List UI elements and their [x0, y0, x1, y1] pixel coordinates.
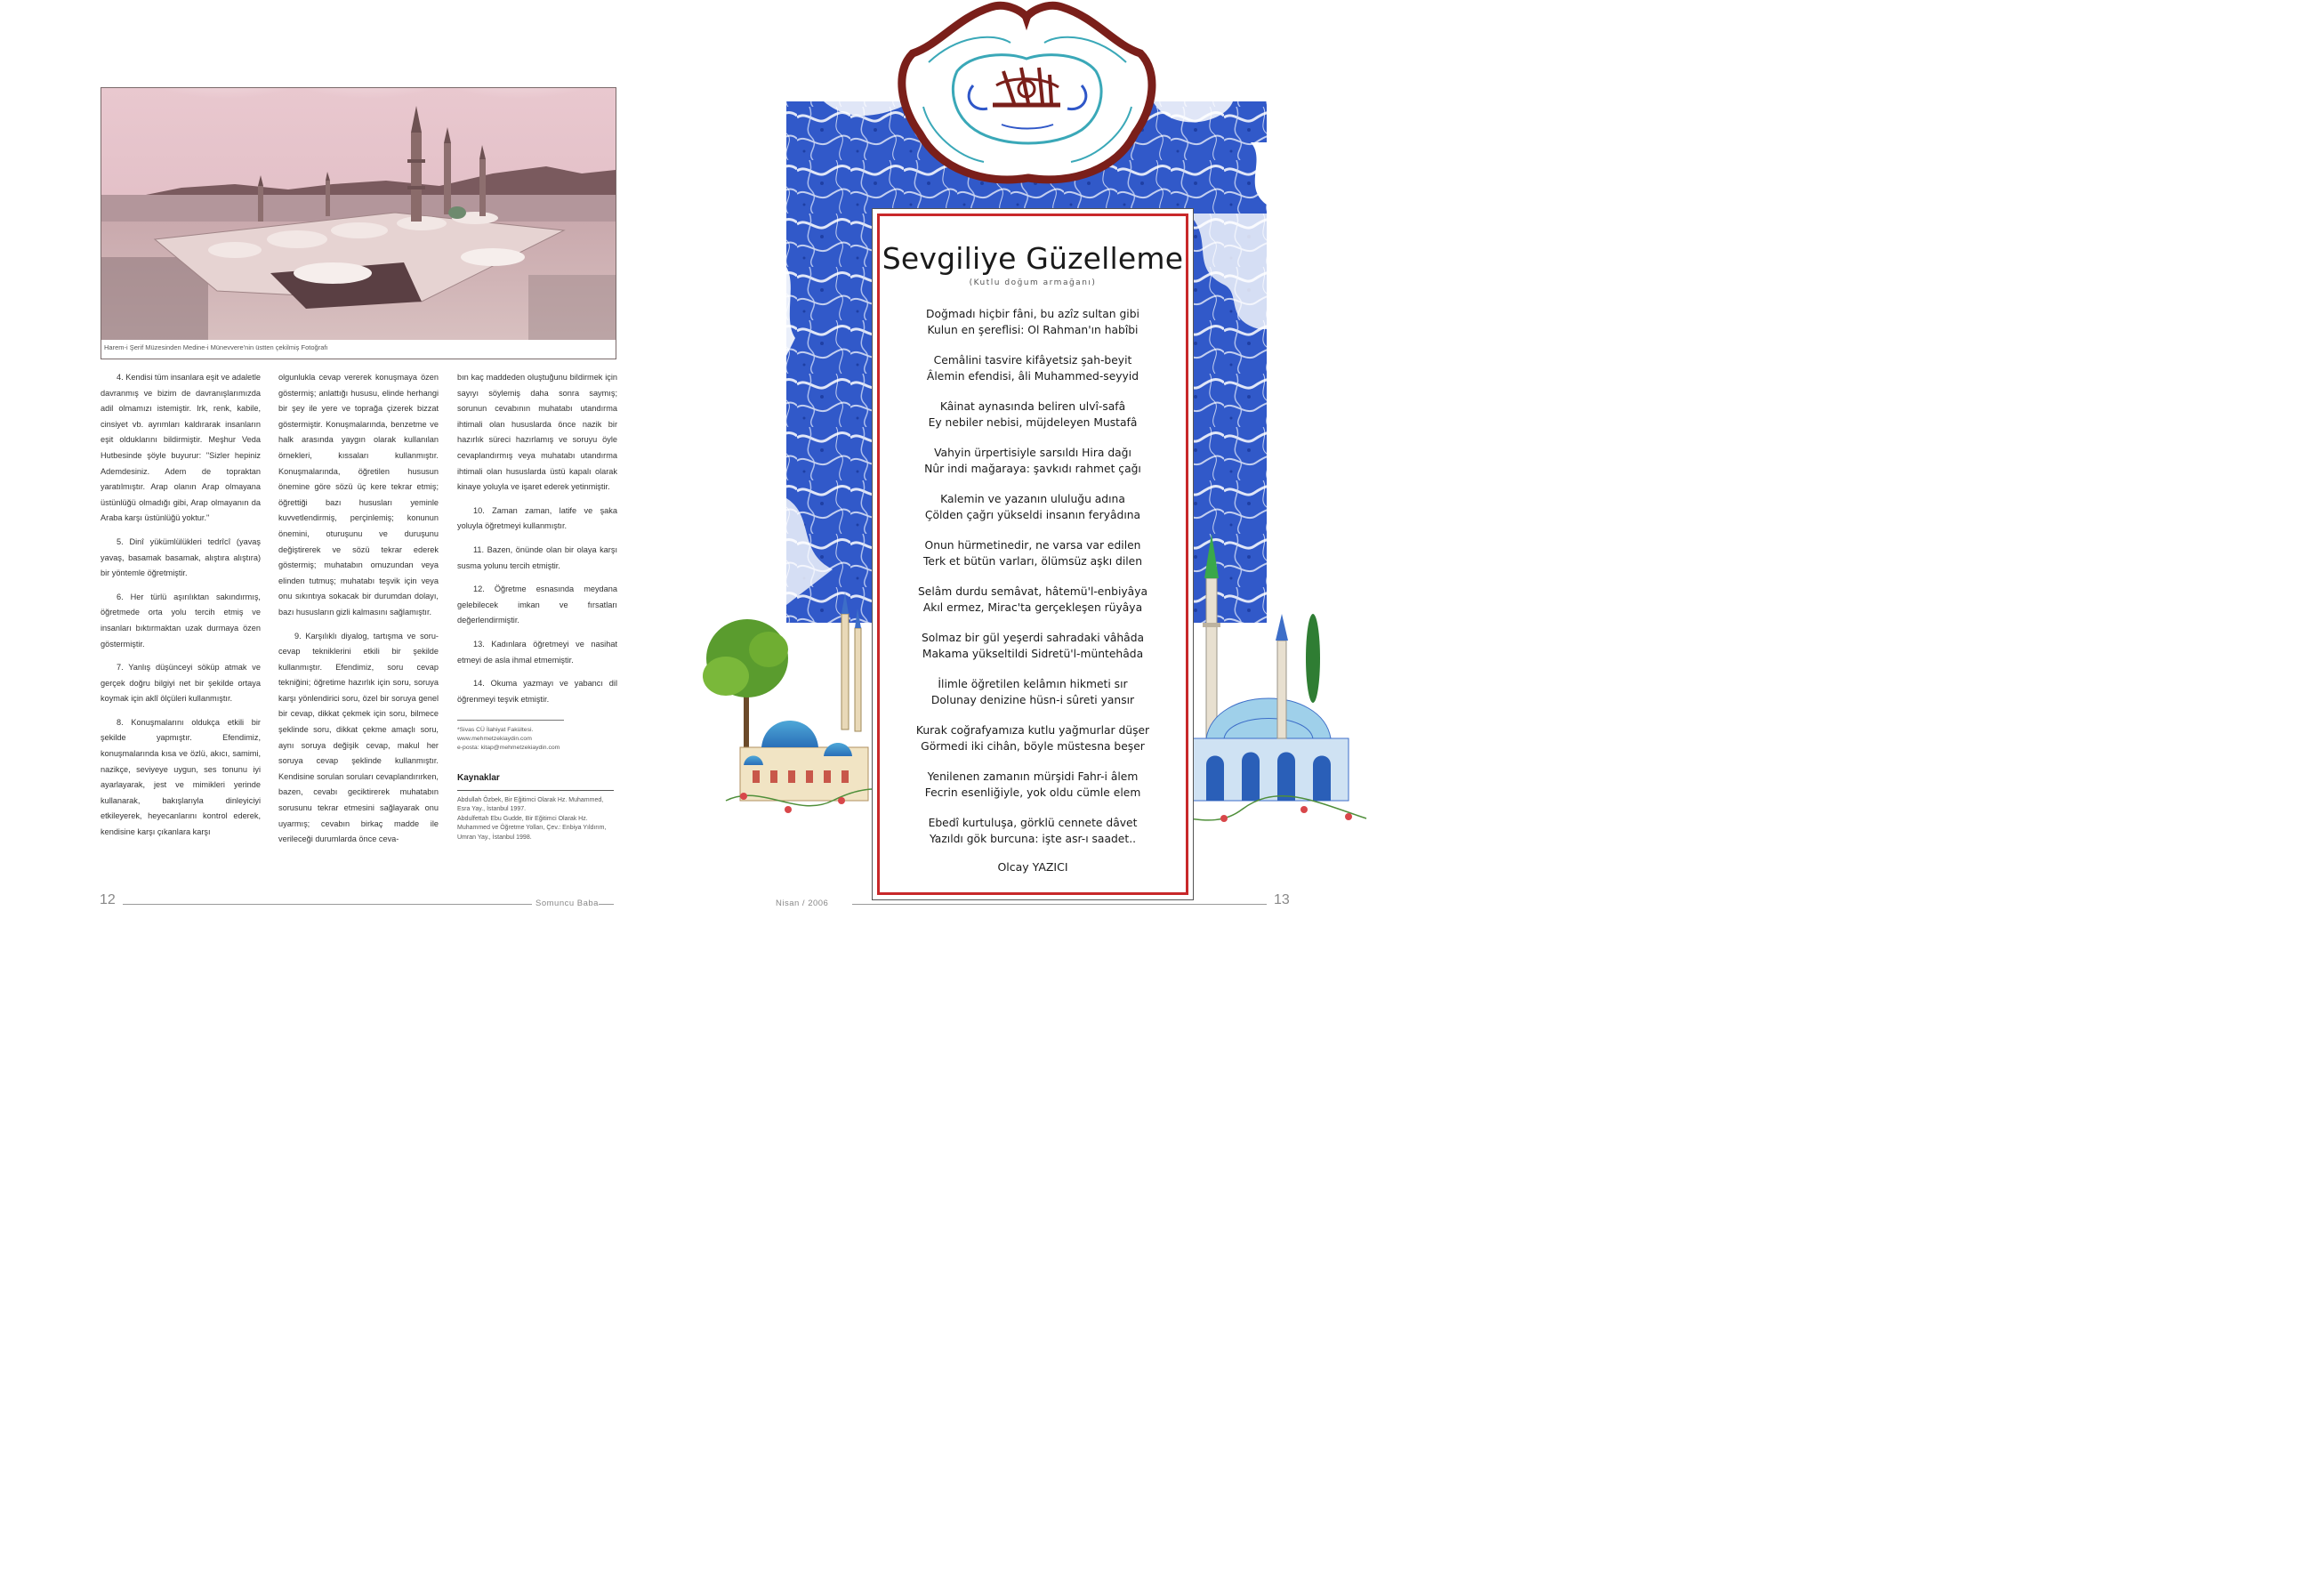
paragraph: 7. Yanlış düşünceyi söküp atmak ve gerçek doğru bilgiyi net bir şekilde ortaya koymak için aklî ölçüleri kullanmıştır.: [101, 663, 261, 704]
verse-line: Görmedi iki cihân, böyle müstesna beşer: [921, 739, 1145, 753]
poem-stanzas: [880, 307, 1186, 862]
page-number: 12: [100, 892, 116, 907]
verse-line: Kâinat aynasında beliren ulvî-safâ: [939, 400, 1126, 413]
verse-line: Akıl ermez, Mirac'ta gerçekleşen rüyâya: [922, 601, 1143, 614]
footnote-website[interactable]: www.mehmetzekiaydin.com: [457, 736, 532, 743]
stanza: [880, 492, 1186, 538]
verse-line: Dolunay denizine hüsn-i sûreti yansır: [930, 693, 1135, 706]
stanza: [880, 770, 1186, 816]
verse-line: Âlemin efendisi, âli Muhammed-seyyid: [926, 369, 1139, 383]
stanza: [880, 446, 1186, 492]
right-page: [690, 0, 1381, 961]
text-column-1: [101, 370, 261, 849]
text-column-3: [457, 370, 617, 842]
poem-title: Sevgiliye Güzelleme: [882, 241, 1184, 276]
mosque-right: [1188, 534, 1349, 801]
verse-line: Vahyin ürpertisiyle sarsıldı Hira dağı: [934, 447, 1131, 459]
poem-subtitle: (Kutlu doğum armağanı): [969, 278, 1097, 287]
poem-panel: [877, 214, 1188, 895]
stanza: [880, 723, 1186, 770]
verse-line: İlimle öğretilen kelâmın hikmeti sır: [938, 678, 1128, 690]
magazine-name: Somuncu Baba: [532, 899, 599, 908]
paragraph: 4. Kendisi tüm insanlara eşit ve adaletle davranmış ve bizim de davranışlarımızda adil olmamızı istemiştir. Irk, renk, kabile, cinsiyet vb. ayrımları kaldırarak insanların eşit olduklarını bildirmiştir. Meşhur Veda Hutbesinde şöyle buyurur: "Sizler hepiniz Ademdesiniz. Adem de topraktan yaratılmıştır. Arap olanın Arap olmayana üstünlüğü olmadığı gibi, Arap olmayanın da Araba karşı üstünlüğü yoktur.": [101, 373, 261, 523]
source-item: Abdullah Özbek, Bir Eğitimci Olarak Hz. Muhammed, Esra Yay., İstanbul 1997.: [457, 796, 604, 813]
poet-name: Olcay YAZICI: [997, 860, 1068, 874]
text-column-2: [278, 370, 439, 856]
verse-line: Ey nebiler nebisi, müjdeleyen Mustafâ: [928, 415, 1138, 429]
verse-line: Terk et bütün varları, ölümsüz aşkı dilen: [922, 554, 1143, 568]
source-item: Abdulfettah Ebu Gudde, Bir Eğitimci Olarak Hz. Muhammed ve Öğretme Yolları, Çev.: Enbiya Yıldırım, Umran Yay., İstanbul 1998.: [457, 815, 607, 841]
paragraph: 12. Öğretme esnasında meydana gelebilecek imkan ve fırsatları değerlendirmiştir.: [457, 584, 617, 625]
paragraph: 6. Her türlü aşırılıktan sakındırmış, öğretmede orta yolu tercih etmiş ve insanları bıktırmaktan uzak durmaya özen göstermiştir.: [101, 592, 261, 649]
medina-mosque-photo: [101, 88, 616, 340]
verse-line: Kurak coğrafyamıza kutlu yağmurlar düşer: [915, 724, 1150, 737]
stanza: [880, 631, 1186, 677]
verse-line: Makama yükseltildi Sidretü'l-müntehâda: [922, 647, 1144, 660]
sources-list: [457, 796, 617, 843]
footnote-divider: [457, 720, 564, 721]
footnote: [457, 726, 617, 753]
verse-line: Solmaz bir gül yeşerdi sahradaki vâhâda: [921, 632, 1145, 644]
verse-line: Doğmadı hiçbir fâni, bu azîz sultan gibi: [926, 308, 1139, 320]
paragraph: bın kaç maddeden oluştuğunu bildirmek için sayıyı söylemiş daha sonra saymış; sorunun cevabının muhatabı utandırma ihtimali olan hususlarda önce nazik bir hazırlık süreci hazırlamış ve soruyu öyle cevaplandırmış veya muhatabı utandırma ihtimali olan hususlarda üstü kapalı olarak kinaye yoluyla ve işaret ederek yetinmiştir.: [457, 373, 617, 492]
stanza: [880, 816, 1186, 862]
stanza: [880, 353, 1186, 399]
paragraph: 11. Bazen, önünde olan bir olaya karşı susma yolunu tercih etmiştir.: [457, 544, 617, 570]
paragraph: 5. Dinî yükümlülükleri tedrîcî (yavaş yavaş, basamak basamak, alıştıra alıştıra) bir yöntemle öğretmiştir.: [101, 536, 261, 578]
photo-caption: Harem-i Şerif Müzesinden Medine-i Münevvere'nin üstten çekilmiş Fotoğrafı: [104, 343, 328, 351]
paragraph: 10. Zaman zaman, latife ve şaka yoluyla öğretmeyi kullanmıştır.: [457, 505, 617, 531]
footnote-affiliation: *Sivas CÜ İlahiyat Fakültesi.: [457, 727, 534, 734]
verse-line: Kalemin ve yazanın ululuğu adına: [940, 493, 1125, 505]
footer-divider: [852, 904, 1267, 905]
stanza: [880, 399, 1186, 446]
verse-line: Ebedî kurtuluşa, görklü cennete dâvet: [928, 817, 1138, 829]
left-page: [0, 0, 690, 961]
page-number: 13: [1274, 892, 1290, 907]
paragraph: 9. Karşılıklı diyalog, tartışma ve soru-cevap tekniklerini etkili bir şekilde kullanmıştır. Efendimiz, soru cevap tekniğini; öğretime hazırlık için soru, soruya karşı yönlendirici soru, özel bir soruya genel bir cevap, dikkat çekmek için soru, bilmece şeklinde soru, dikkat çekme amaçlı soru, aynı soruya değişik cevap, makul her soruya cevap şeklinde kullanmıştır. Kendisine sorulan soruları cevaplandırırken, bazen, cevabı geciktirerek muhatabın sorusunu tekrar etmesini sağlayarak onu uyarmış; cevabın birkaç madde ile verileceği durumlarda önce ceva-: [278, 631, 439, 844]
sources-heading: Kaynaklar: [457, 770, 614, 791]
verse-line: Fecrin esenliğiyle, yok oldu cümle elem: [924, 786, 1141, 799]
verse-line: Onun hürmetinedir, ne varsa var edilen: [924, 539, 1141, 552]
photo-frame: [101, 87, 616, 359]
paragraph: 8. Konuşmalarını oldukça etkili bir şekilde yapmıştır. Efendimiz, konuşmalarında kısa ve özlü, akıcı, samimi, nazikçe, seviyeye uygun, ses tonunu iyi ayarlayarak, jest ve mimikleri yerinde kullanarak, bakışlarıyla dinleyiciyi etkileyerek, heyecanlarını kontrol ederek, kendisine karşı çıkanlara karşı: [101, 717, 261, 837]
footnote-email[interactable]: e-posta: kitap@mehmetzekiaydin.com: [457, 745, 560, 752]
verse-line: Selâm durdu semâvat, hâtemü'l-enbiyâya: [917, 585, 1148, 598]
verse-line: Yenilenen zamanın mürşidi Fahr-i âlem: [927, 770, 1139, 783]
stanza: [880, 538, 1186, 584]
issue-date: Nisan / 2006: [776, 899, 832, 908]
stanza: [880, 677, 1186, 723]
stanza: [880, 584, 1186, 631]
verse-line: Yazıldı gök burcuna: işte asr-ı saadet..: [929, 832, 1137, 845]
verse-line: Nûr indi mağaraya: şavkıdı rahmet çağı: [924, 462, 1141, 475]
verse-line: Cemâlini tasvire kifâyetsiz şah-beyit: [933, 354, 1132, 367]
verse-line: Çölden çağrı yükseldi insanın feryâdına: [924, 508, 1141, 521]
stanza: [880, 307, 1186, 353]
calligraphy-medallion: [902, 5, 1152, 179]
paragraph: 14. Okuma yazmayı ve yabancı dil öğrenmeyi teşvik etmiştir.: [457, 679, 617, 704]
paragraph: 13. Kadınlara öğretmeyi ve nasihat etmeyi de asla ihmal etmemiştir.: [457, 639, 617, 665]
paragraph: olgunlukla cevap vererek konuşmaya özen göstermiş; anlattığı hususu, elinde herhangi bir şey ile yere ve toprağa çizerek bizzat göstermiştir. Konuşmalarında, benzetme ve halk arasında yaygın olarak kullanılan örnekleri, kıssaları kullanmıştır. Konuşmalarında, öğretilen hususun önemine göre sözü üç kere tekrar etmiş; öğrettiği bazı hususları yeminle kuvvetlendirmiş, perçinlemiş; konunun önemini, oturuşunu ve duruşunu değiştirerek ve sözü tekrar ederek göstermiş; muhatabın omuzundan veya elinden tutmuş; muhatabı teşvik için veya onu sıkıntıya sokacak bir durumdan dolayı, bazı hususların gizli kalmasını sağlamıştır.: [278, 373, 439, 617]
verse-line: Kulun en şereflisi: Ol Rahman'ın habîbi: [927, 323, 1139, 336]
